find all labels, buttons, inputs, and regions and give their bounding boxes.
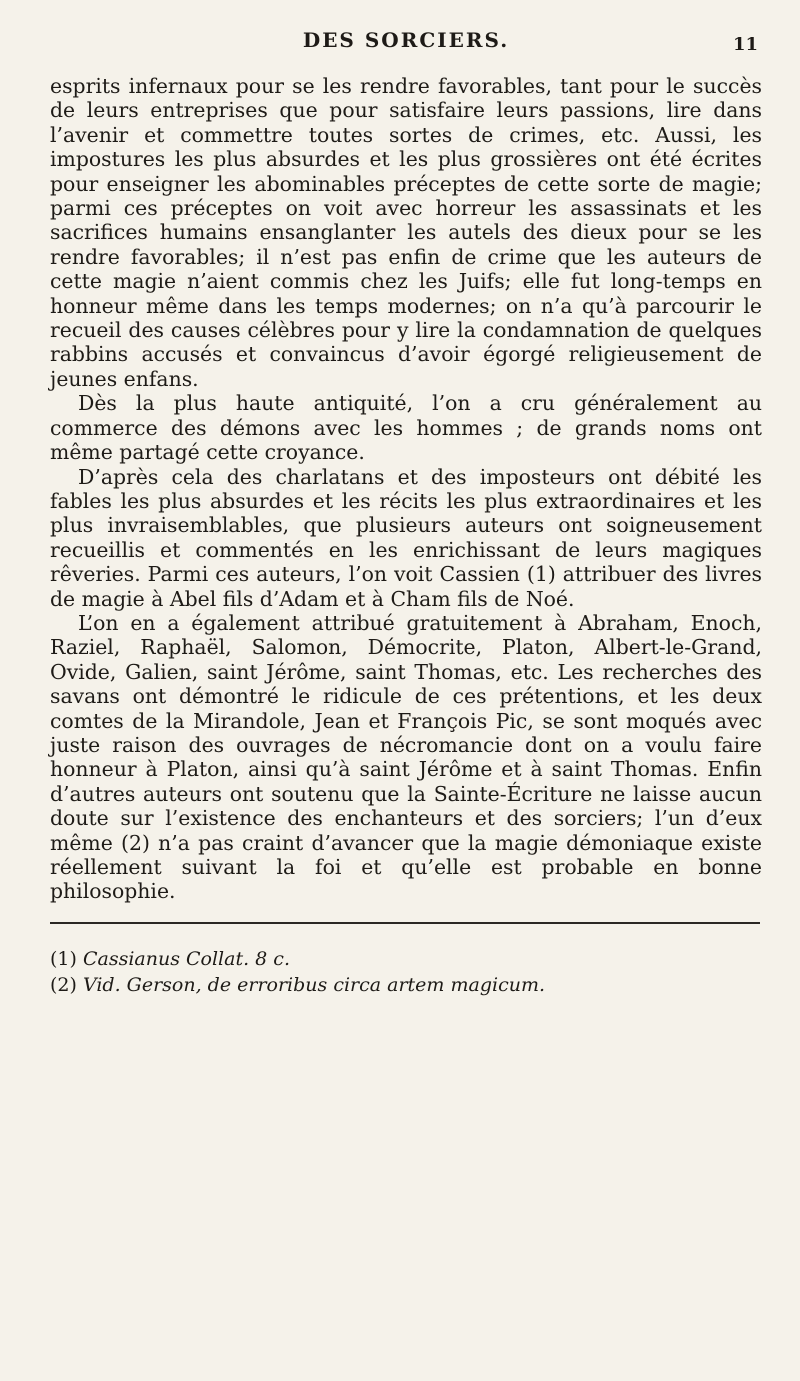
paragraph-1: esprits infernaux pour se les rendre favorables, tant pour le succès de leurs entreprises que pour satisfaire leurs passions, lire dans l’avenir et commettre toutes sortes de crimes, etc. Aussi, les impostures les plus absurdes et les plus grossières ont été écrites pour enseigner les abominables préceptes de cette sorte de magie; parmi ces préceptes on voit avec horreur les assassinats et les sacrifices humains ensanglanter les autels des dieux pour se les rendre favorables; il n’est pas enfin de crime que les auteurs de cette magie n’aient commis chez les Juifs; elle fut long-temps en honneur même dans les temps modernes; on n’a qu’à parcourir le recueil des causes célèbres pour y lire la condamnation de quelques rabbins accusés et convaincus d’avoir égorgé religieusement de jeunes enfans. [50, 74, 762, 391]
running-head [50, 28, 762, 68]
footnote-2-mark: (2) [50, 973, 77, 996]
footnote-2-text: Vid. Gerson, de erroribus circa artem magicum. [82, 973, 545, 996]
footnote-1 [50, 946, 762, 972]
footnote-1-mark: (1) [50, 947, 77, 970]
page-number: 11 [732, 34, 758, 55]
paragraph-2: Dès la plus haute antiquité, l’on a cru généralement au commerce des démons avec les hommes ; de grands noms ont même partagé cette croyance. [50, 391, 762, 465]
running-title: DES SORCIERS. [302, 28, 510, 52]
footnote-divider [50, 922, 760, 924]
paragraph-3: D’après cela des charlatans et des imposteurs ont débité les fables les plus absurdes et les récits les plus extraordinaires et les plus invraisemblables, que plusieurs auteurs ont soigneusement recueillis et commentés en les enrichissant de leurs magiques rêveries. Parmi ces auteurs, l’on voit Cassien (1) attribuer des livres de magie à Abel fils d’Adam et à Cham fils de Noé. [50, 464, 762, 611]
footnote-2 [50, 972, 762, 998]
body-text [50, 74, 762, 904]
footnote-1-text: Cassianus Collat. 8 c. [82, 947, 290, 970]
book-page [50, 28, 762, 1358]
footnotes [50, 946, 762, 998]
paragraph-4: L’on en a également attribué gratuitement à Abraham, Enoch, Raziel, Raphaël, Salomon, Démocrite, Platon, Albert-le-Grand, Ovide, Galien, saint Jérôme, saint Thomas, etc. Les recherches des savans ont démontré le ridicule de ces prétentions, et les deux comtes de la Mirandole, Jean et François Pic, se sont moqués avec juste raison des ouvrages de nécromancie dont on a voulu faire honneur à Platon, ainsi qu’à saint Jérôme et à saint Thomas. Enfin d’autres auteurs ont soutenu que la Sainte-Écriture ne laisse aucun doute sur l’existence des enchanteurs et des sorciers; l’un d’eux même (2) n’a pas craint d’avancer que la magie démoniaque existe réellement suivant la foi et qu’elle est probable en bonne philosophie. [50, 610, 762, 904]
